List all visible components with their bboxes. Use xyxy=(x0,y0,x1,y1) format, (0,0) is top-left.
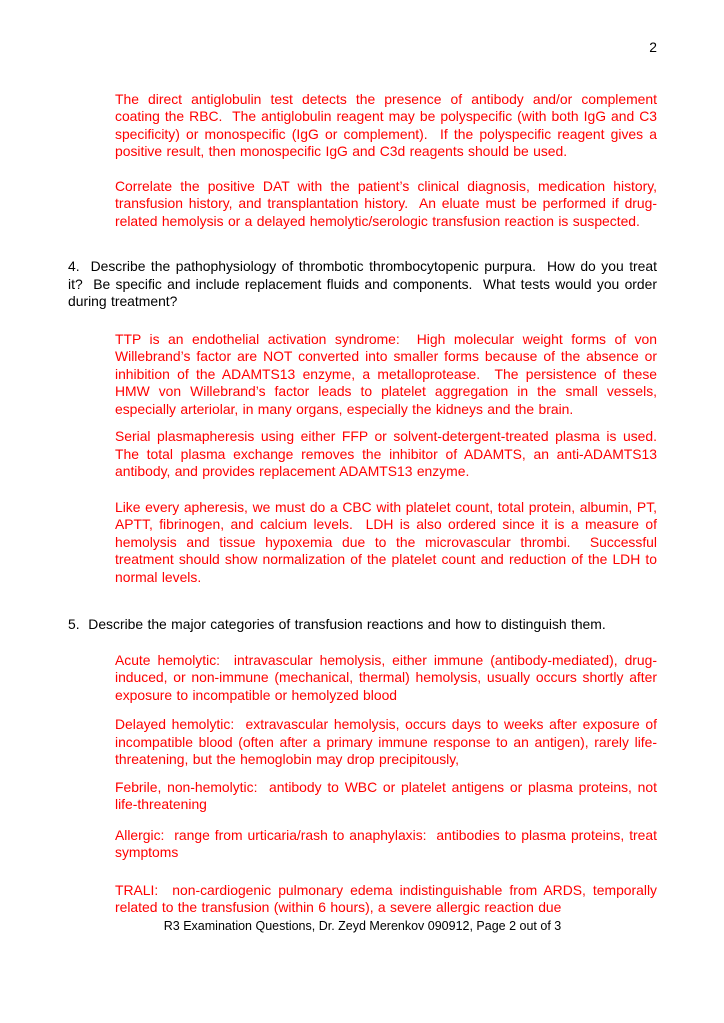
answer-dat-correlate: Correlate the positive DAT with the patient’s clinical diagnosis, medication history, transfusion history, and transplantation history. An eluate must be performed if drug-related hemolysis or a delayed hemolytic/serologic transfusion reaction is suspected. xyxy=(115,177,662,229)
question-5-transfusion-reactions: 5. Describe the major categories of transfusion reactions and how to distinguish them. xyxy=(68,616,606,632)
answer-dat-polyspecific: The direct antiglobulin test detects the presence of antibody and/or complement coating the RBC. The antiglobulin reagent may be polyspecific (with both IgG and C3 specificity) or monospecific (IgG or complement). If the polyspecific reagent gives a positive result, then monospecific IgG and C3d reagents should be used. xyxy=(115,90,662,159)
answer-delayed-hemolytic: Delayed hemolytic: extravascular hemolysis, occurs days to weeks after exposure of incompatible blood (often after a primary immune response to an antigen), rarely life-threatening, but the hemoglobin may drop precipitously, xyxy=(115,716,662,767)
answer-allergic: Allergic: range from urticaria/rash to anaphylaxis: antibodies to plasma proteins, treat symptoms xyxy=(115,826,662,860)
answer-trali: TRALI: non-cardiogenic pulmonary edema indistinguishable from ARDS, temporally related to the transfusion (within 6 hours), a severe allergic reaction due xyxy=(115,881,662,915)
answer-febrile-nonhemolytic: Febrile, non-hemolytic: antibody to WBC or platelet antigens or plasma proteins, not life-threatening xyxy=(115,778,662,812)
answer-acute-hemolytic: Acute hemolytic: intravascular hemolysis, either immune (antibody-mediated), drug-induced, or non-immune (mechanical, thermal) hemolysis, usually occurs shortly after exposure to incompatible or hemolyzed blood xyxy=(115,651,662,703)
question-4-ttp: 4. Describe the pathophysiology of thrombotic thrombocytopenic purpura. How do you treat it? Be specific and include replacement fluids and components. What tests would you order during treatment? xyxy=(68,258,662,309)
page-number: 2 xyxy=(649,39,657,55)
answer-plasmapheresis: Serial plasmapheresis using either FFP or solvent-detergent-treated plasma is used. The total plasma exchange removes the inhibitor of ADAMTS, an anti-ADAMTS13 antibody, and provides replacement ADAMTS13 enzyme. xyxy=(115,428,666,479)
answer-ttp-pathophysiology: TTP is an endothelial activation syndrome: High molecular weight forms of von Willebrand’s factor are NOT converted into smaller forms because of the absence or inhibition of the ADAMTS13 enzyme, a metalloprotease. The persistence of these HMW von Willebrand’s factor leads to platelet aggregation in the small vessels, especially arteriolar, in many organs, especially the kidneys and the brain. xyxy=(115,330,662,417)
page-footer: R3 Examination Questions, Dr. Zeyd Merenkov 090912, Page 2 out of 3 xyxy=(163,918,562,933)
answer-apheresis-labs: Like every apheresis, we must do a CBC with platelet count, total protein, albumin, PT, APTT, fibrinogen, and calcium levels. LDH is also ordered since it is a measure of hemolysis and tissue hypoxemia due to the microvascular thrombi. Successful treatment should show normalization of the platelet count and reduction of the LDH to normal levels. xyxy=(115,498,662,585)
